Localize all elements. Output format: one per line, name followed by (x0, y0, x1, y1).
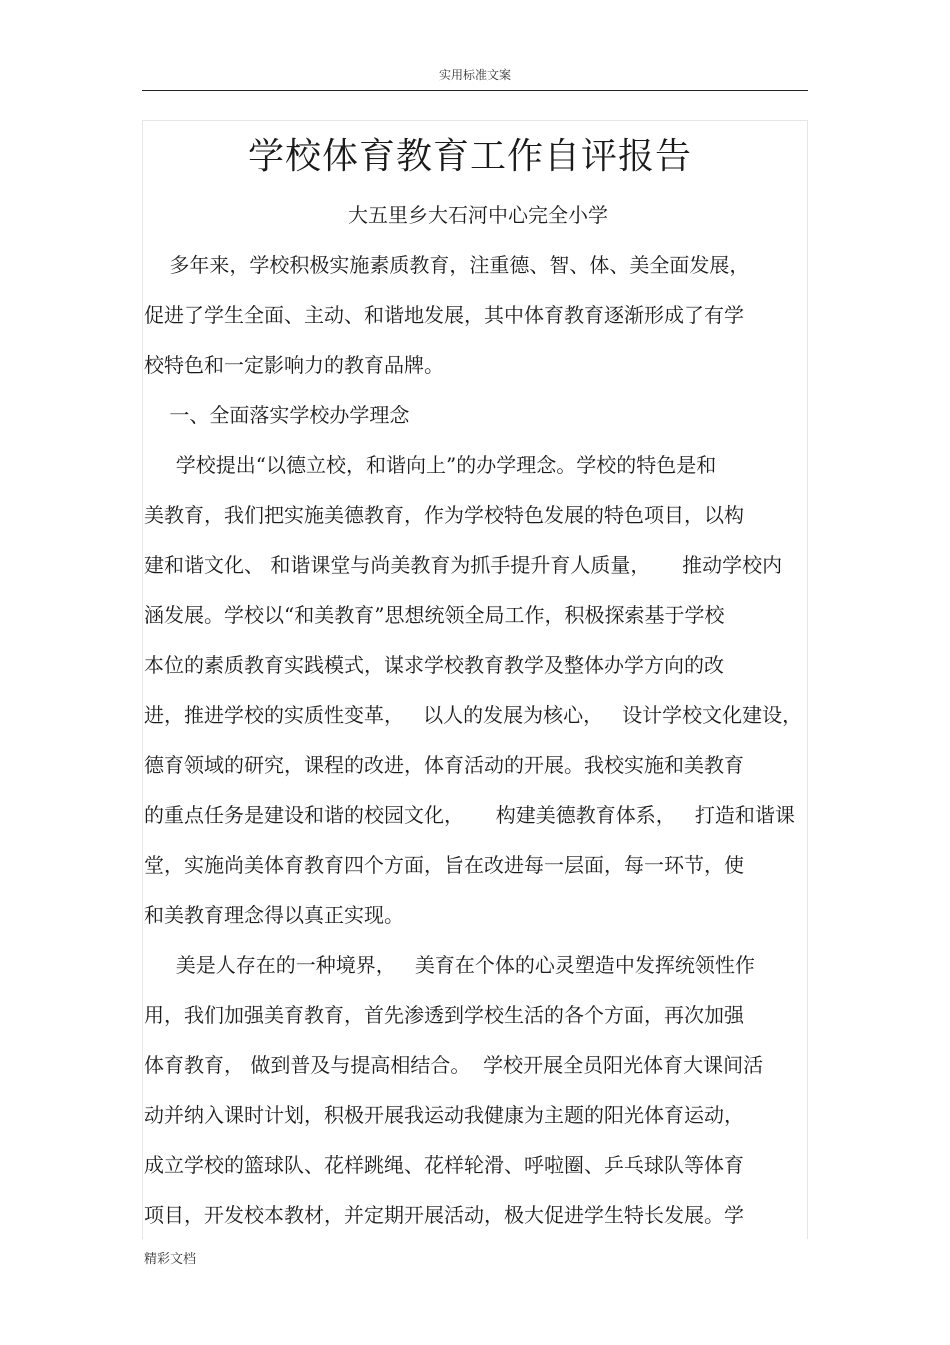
body-line: 进，推进学校的实质性变革， 以人的发展为核心， 设计学校文化建设， (144, 703, 803, 727)
body-line: 用，我们加强美育教育，首先渗透到学校生活的各个方面，再次加强 (144, 1003, 744, 1027)
body-line: 促进了学生全面、主动、和谐地发展，其中体育教育逐渐形成了有学 (144, 303, 744, 327)
body-line: 体育教育， 做到普及与提高相结合。 学校开展全员阳光体育大课间活 (144, 1053, 764, 1077)
body-line: 本位的素质教育实践模式，谋求学校教育教学及整体办学方向的改 (144, 653, 724, 677)
page-footer: 精彩文档 (144, 1252, 197, 1267)
body-line: 多年来，学校积极实施素质教育，注重德、智、体、美全面发展， (144, 253, 750, 277)
document-subtitle: 大五里乡大石河中心完全小学 (348, 203, 608, 227)
body-line: 堂，实施尚美体育教育四个方面，旨在改进每一层面，每一环节，使 (144, 853, 744, 877)
body-line: 和美教育理念得以真正实现。 (144, 903, 404, 927)
page-header: 实用标准文案 (438, 68, 511, 82)
body-line: 美是人存在的一种境界， 美育在个体的心灵塑造中发挥统领性作 (144, 953, 755, 977)
body-line: 项目，开发校本教材，并定期开展活动，极大促进学生特长发展。学 (144, 1203, 744, 1227)
body-line: 成立学校的篮球队、花样跳绳、花样轮滑、呼啦圈、乒乓球队等体育 (144, 1153, 744, 1177)
body-line: 动并纳入课时计划，积极开展我运动我健康为主题的阳光体育运动， (144, 1103, 744, 1127)
body-line: 涵发展。学校以“和美教育”思想统领全局工作，积极探索基于学校 (144, 603, 725, 627)
body-line: 德育领域的研究，课程的改进，体育活动的开展。我校实施和美教育 (144, 753, 744, 777)
header-divider (142, 90, 808, 91)
document-title: 学校体育教育工作自评报告 (247, 136, 692, 177)
body-line: 建和谐文化、 和谐课堂与尚美教育为抓手提升育人质量， 推动学校内 (144, 553, 783, 577)
body-line: 的重点任务是建设和谐的校园文化， 构建美德教育体系， 打造和谐课 (144, 803, 795, 827)
body-line: 美教育，我们把实施美德教育，作为学校特色发展的特色项目，以构 (144, 503, 744, 527)
section-heading: 一、全面落实学校办学理念 (144, 403, 410, 427)
body-line: 学校提出“以德立校，和谐向上”的办学理念。学校的特色是和 (144, 453, 717, 477)
body-line: 校特色和一定影响力的教育品牌。 (144, 353, 444, 377)
